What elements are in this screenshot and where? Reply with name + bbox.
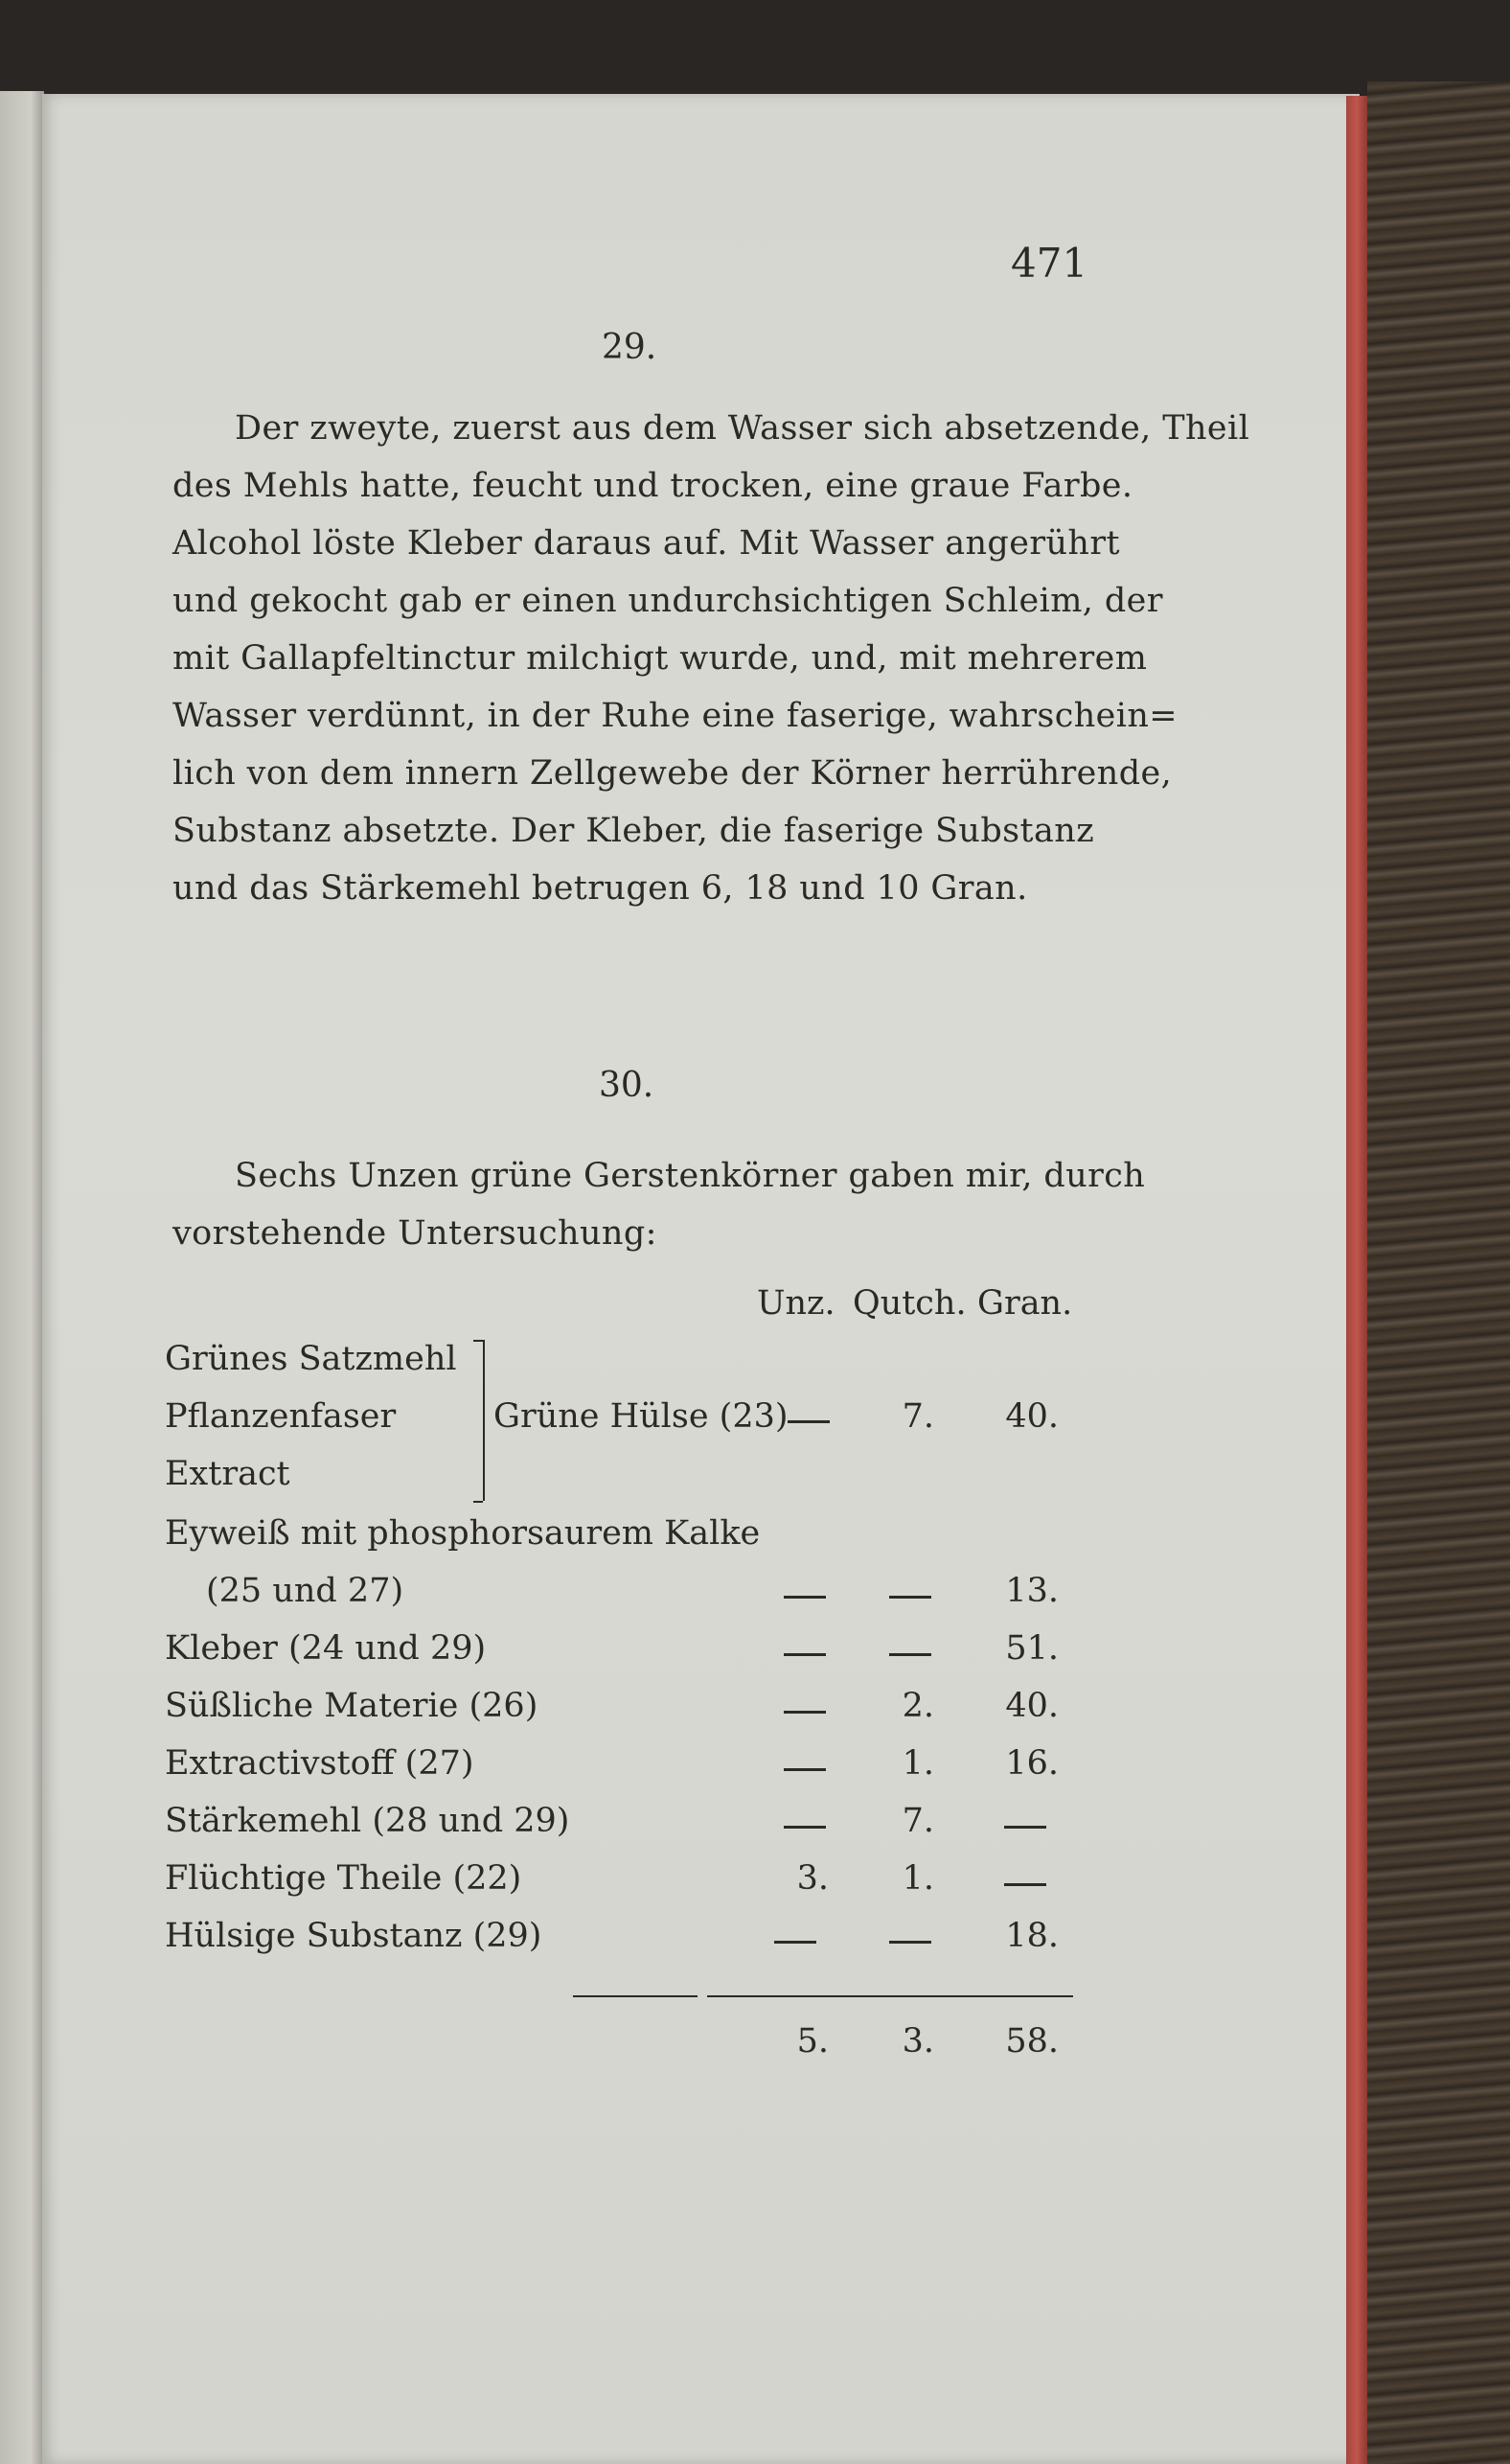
table-row-label: Hülsige Substanz (29) bbox=[165, 1917, 542, 1955]
total-gran: 58. bbox=[1005, 2022, 1059, 2061]
sum-rule bbox=[573, 1995, 698, 1997]
dash-mark bbox=[784, 1711, 826, 1714]
dash-mark bbox=[1004, 1883, 1046, 1886]
paragraph-line: lich von dem innern Zellgewebe der Körner herrührende, bbox=[172, 754, 1173, 793]
brace-tick bbox=[473, 1340, 483, 1342]
background-top bbox=[0, 0, 1510, 94]
table-row-label: Grünes Satzmehl bbox=[165, 1340, 457, 1378]
table-row-label: Extractivstoff (27) bbox=[165, 1744, 474, 1783]
table-row-label: Stärkemehl (28 und 29) bbox=[165, 1802, 570, 1840]
page-number: 471 bbox=[1011, 240, 1088, 287]
table-cell-gran: 51. bbox=[1005, 1629, 1059, 1668]
dash-mark bbox=[784, 1596, 826, 1599]
paragraph-line: und gekocht gab er einen undurchsichtigen Schleim, der bbox=[172, 582, 1163, 620]
table-row-label: Extract bbox=[165, 1455, 290, 1493]
table-row-label: Eyweiß mit phosphorsaurem Kalke bbox=[165, 1514, 761, 1553]
section-number-30: 30. bbox=[599, 1066, 654, 1105]
table-row-label-continued: (25 und 27) bbox=[206, 1572, 404, 1610]
table-cell-quent: 2. bbox=[902, 1687, 934, 1725]
dash-mark bbox=[784, 1768, 826, 1771]
table-cell-quent: 1. bbox=[902, 1744, 934, 1783]
column-header-gran: Gran. bbox=[977, 1284, 1073, 1323]
column-header-quentchen: Qutch. bbox=[853, 1284, 967, 1323]
group-label: Grüne Hülse (23) bbox=[493, 1397, 789, 1436]
table-cell-gran: 18. bbox=[1005, 1917, 1059, 1955]
table-cell-gran: 13. bbox=[1005, 1572, 1059, 1610]
dash-mark bbox=[889, 1653, 931, 1656]
dash-mark bbox=[1004, 1826, 1046, 1829]
paragraph-line: und das Stärkemehl betrugen 6, 18 und 10 Gran. bbox=[172, 869, 1028, 908]
sum-rule bbox=[707, 1995, 1073, 1997]
dash-mark bbox=[788, 1420, 830, 1423]
dash-mark bbox=[889, 1941, 931, 1944]
table-cell-unz: 3. bbox=[796, 1859, 829, 1898]
paragraph-line: Sechs Unzen grüne Gerstenkörner gaben mir, durch bbox=[235, 1157, 1146, 1195]
book-page bbox=[42, 94, 1360, 2464]
dash-mark bbox=[784, 1653, 826, 1656]
paragraph-line: des Mehls hatte, feucht und trocken, eine graue Farbe. bbox=[172, 467, 1133, 505]
paragraph-line: Alcohol löste Kleber daraus auf. Mit Wasser angerührt bbox=[172, 524, 1120, 563]
column-header-unzen: Unz. bbox=[757, 1284, 835, 1323]
paragraph-line: Substanz absetzte. Der Kleber, die faserige Substanz bbox=[172, 812, 1095, 850]
table-cell-quent: 7. bbox=[902, 1802, 934, 1840]
table-row-label: Süßliche Materie (26) bbox=[165, 1687, 538, 1725]
book-binding bbox=[1367, 81, 1510, 2464]
paragraph-line: mit Gallapfeltinctur milchigt wurde, und, mit mehrerem bbox=[172, 639, 1148, 678]
section-number-29: 29. bbox=[602, 328, 657, 367]
table-row-label: Pflanzenfaser bbox=[165, 1397, 397, 1436]
total-quent: 3. bbox=[902, 2022, 934, 2061]
previous-page-edge bbox=[0, 91, 44, 2464]
table-cell-quent: 1. bbox=[902, 1859, 934, 1898]
table-cell-gran: 40. bbox=[1005, 1397, 1059, 1436]
table-cell-gran: 16. bbox=[1005, 1744, 1059, 1783]
table-cell-gran: 40. bbox=[1005, 1687, 1059, 1725]
paragraph-line: Der zweyte, zuerst aus dem Wasser sich absetzende, Theil bbox=[235, 409, 1250, 448]
total-unz: 5. bbox=[796, 2022, 829, 2061]
table-row-label: Kleber (24 und 29) bbox=[165, 1629, 487, 1668]
brace-tick bbox=[473, 1501, 483, 1503]
paragraph-line: vorstehende Untersuchung: bbox=[172, 1214, 657, 1253]
paragraph-line: Wasser verdünnt, in der Ruhe eine faserige, wahrschein= bbox=[172, 697, 1178, 735]
red-page-edge bbox=[1346, 96, 1367, 2464]
table-cell-quent: 7. bbox=[902, 1397, 934, 1436]
dash-mark bbox=[784, 1826, 826, 1829]
dash-mark bbox=[774, 1941, 816, 1944]
dash-mark bbox=[889, 1596, 931, 1599]
grouping-brace bbox=[469, 1340, 485, 1501]
table-row-label: Flüchtige Theile (22) bbox=[165, 1859, 522, 1898]
